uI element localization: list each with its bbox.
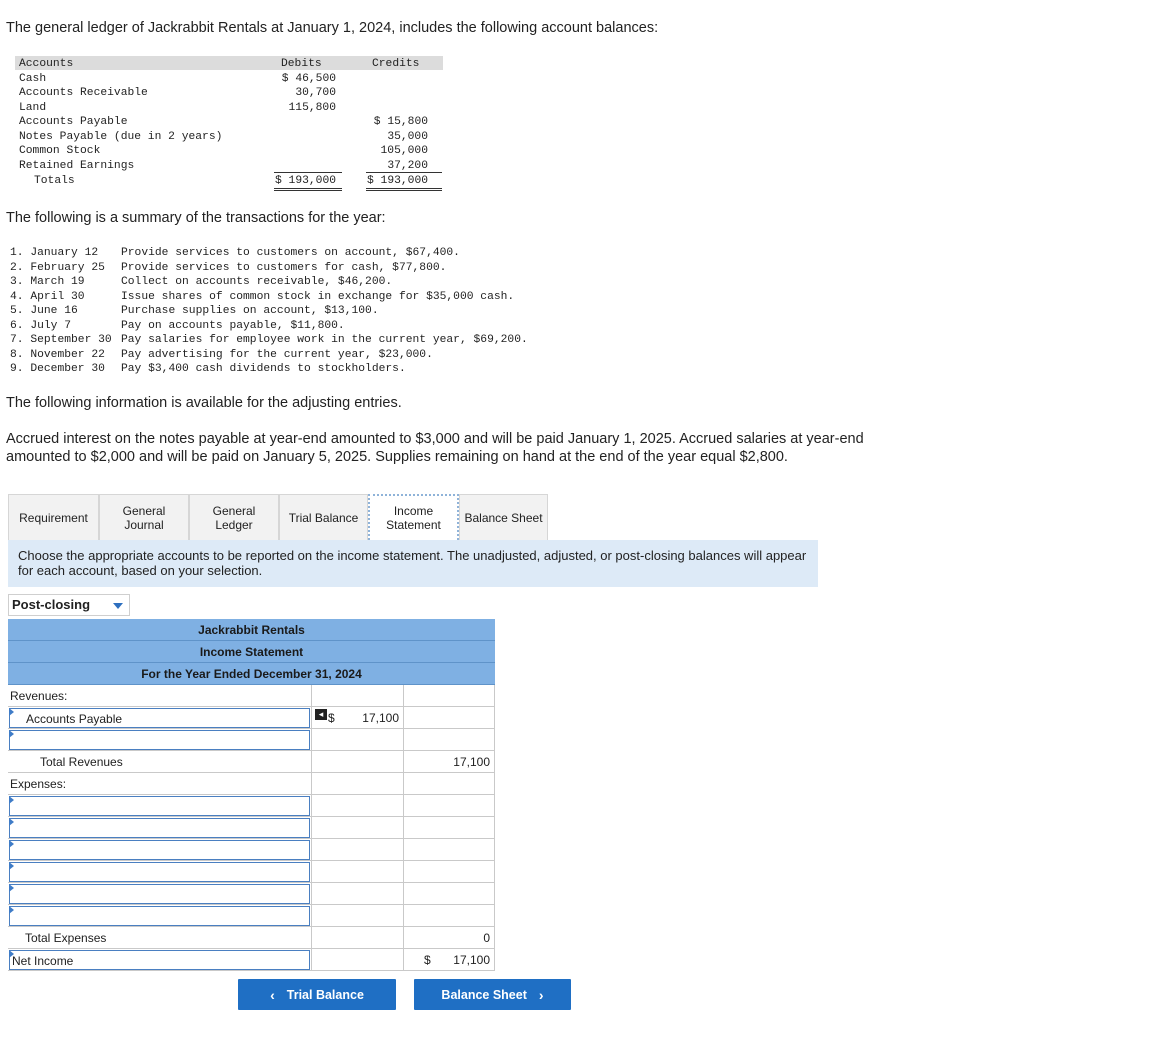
expense-row bbox=[8, 795, 495, 817]
expenses-label: Expenses: bbox=[10, 777, 67, 791]
label-cell bbox=[8, 949, 311, 971]
expense-account-select[interactable] bbox=[9, 884, 310, 904]
tab-label: Requirement bbox=[19, 510, 88, 525]
balance-debit: $ 46,500 bbox=[281, 72, 336, 85]
transaction-text: Pay on accounts payable, $11,800. bbox=[121, 319, 345, 332]
revenue-empty-row bbox=[8, 729, 495, 751]
flag-icon bbox=[9, 906, 14, 914]
transaction-date: 4. April 30 bbox=[10, 290, 85, 303]
transaction-date: 6. July 7 bbox=[10, 319, 72, 332]
transaction-date: 2. February 25 bbox=[10, 261, 105, 274]
balance-credit: 37,200 bbox=[387, 159, 428, 172]
balance-account: Accounts Receivable bbox=[19, 87, 148, 99]
balance-totals-row bbox=[19, 174, 442, 189]
label-cell bbox=[8, 883, 311, 905]
summary-intro: The following is a summary of the transactions for the year: bbox=[6, 210, 386, 226]
tab-label: Balance Sheet bbox=[464, 510, 543, 525]
cell bbox=[403, 729, 495, 751]
cell bbox=[403, 817, 495, 839]
cell bbox=[311, 773, 403, 795]
total-revenues-row bbox=[8, 751, 495, 773]
tab-label: General Ledger bbox=[212, 503, 256, 532]
statement-title: Income Statement bbox=[8, 641, 495, 663]
totals-debit: $ 193,000 bbox=[274, 175, 336, 187]
expense-row bbox=[8, 905, 495, 927]
total-revenues-cell bbox=[403, 751, 495, 773]
expense-amount-input[interactable] bbox=[311, 861, 403, 883]
cell bbox=[311, 927, 403, 949]
balance-account: Cash bbox=[19, 72, 47, 85]
chevron-right-icon: › bbox=[538, 986, 544, 1003]
transaction-date: 1. January 12 bbox=[10, 247, 99, 259]
net-income-select[interactable] bbox=[9, 950, 310, 970]
revenue-currency: $ bbox=[328, 711, 335, 725]
transaction-text: Purchase supplies on account, $13,100. bbox=[121, 305, 379, 317]
cell bbox=[403, 839, 495, 861]
balance-account: Notes Payable (due in 2 years) bbox=[19, 130, 223, 143]
balance-type-select[interactable] bbox=[8, 594, 130, 616]
balance-type-value: Post-closing bbox=[12, 597, 91, 612]
prev-button-label: Trial Balance bbox=[286, 987, 364, 1002]
revenue-amount-cell bbox=[311, 707, 403, 729]
cell bbox=[403, 707, 495, 729]
total-expenses-cell bbox=[403, 927, 495, 949]
tab-trial-balance[interactable] bbox=[279, 494, 368, 540]
label-cell bbox=[8, 795, 311, 817]
transaction-date: 8. November 22 bbox=[10, 348, 105, 361]
expense-row bbox=[8, 817, 495, 839]
cell bbox=[311, 751, 403, 773]
transaction-text: Provide services to customers on account, $67,400. bbox=[121, 247, 460, 259]
total-expenses-row bbox=[8, 927, 495, 949]
chevron-down-icon bbox=[113, 603, 123, 609]
transaction-date: 7. September 30 bbox=[10, 334, 112, 346]
expense-amount-input[interactable] bbox=[311, 795, 403, 817]
total-expenses-label: Total Expenses bbox=[25, 931, 107, 945]
revenue-account-select-empty[interactable] bbox=[9, 730, 310, 750]
intro-text: The general ledger of Jackrabbit Rentals at January 1, 2024, includes the following account balances: bbox=[6, 20, 659, 36]
expense-account-select[interactable] bbox=[9, 906, 310, 926]
balance-row bbox=[19, 159, 442, 174]
net-income-cell bbox=[403, 949, 495, 971]
balance-row bbox=[19, 144, 442, 159]
cell bbox=[311, 685, 403, 707]
expense-amount-input[interactable] bbox=[311, 839, 403, 861]
chevron-left-icon: ‹ bbox=[270, 986, 275, 1003]
prev-trial-balance-button[interactable] bbox=[238, 979, 396, 1010]
next-button-label: Balance Sheet bbox=[441, 987, 527, 1002]
expense-account-select[interactable] bbox=[9, 840, 310, 860]
header-debits: Debits bbox=[281, 58, 322, 70]
totals-credit: $ 193,000 bbox=[366, 175, 428, 187]
cell bbox=[311, 949, 403, 971]
flag-icon bbox=[9, 840, 14, 848]
label-cell bbox=[8, 905, 311, 927]
balance-header bbox=[19, 57, 442, 72]
cell bbox=[403, 883, 495, 905]
cell bbox=[403, 905, 495, 927]
flag-icon bbox=[9, 884, 14, 892]
transaction-text: Pay salaries for employee work in the current year, $69,200. bbox=[121, 334, 528, 346]
cell bbox=[403, 861, 495, 883]
net-income-row bbox=[8, 949, 495, 971]
transaction-text: Pay advertising for the current year, $23,000. bbox=[121, 348, 433, 361]
debit-total-line bbox=[274, 172, 342, 173]
balance-account: Accounts Payable bbox=[19, 116, 128, 128]
expense-account-select[interactable] bbox=[9, 796, 310, 816]
revenue-account-value: Accounts Payable bbox=[26, 712, 123, 726]
tab-income-statement[interactable] bbox=[368, 494, 459, 540]
balance-debit: 30,700 bbox=[295, 87, 336, 99]
tab-balance-sheet[interactable] bbox=[459, 494, 548, 540]
tab-requirement[interactable] bbox=[8, 494, 99, 540]
transaction-text: Provide services to customers for cash, $77,800. bbox=[121, 261, 447, 274]
net-income-value: 17,100 bbox=[453, 953, 490, 967]
transaction-text: Collect on accounts receivable, $46,200. bbox=[121, 276, 393, 288]
flag-icon bbox=[9, 708, 14, 716]
expenses-header-row bbox=[8, 773, 495, 795]
balance-row bbox=[19, 72, 442, 87]
instruction-box bbox=[8, 540, 818, 587]
tab-label: General Journal bbox=[122, 503, 166, 532]
label-cell bbox=[8, 861, 311, 883]
transaction-date: 3. March 19 bbox=[10, 276, 85, 288]
balance-row bbox=[19, 115, 442, 130]
balance-account: Common Stock bbox=[19, 145, 101, 157]
tab-label: Trial Balance bbox=[288, 510, 359, 525]
adjusting-intro: The following information is available for the adjusting entries. bbox=[6, 395, 402, 411]
balance-debit: 115,800 bbox=[288, 101, 336, 114]
expense-row bbox=[8, 883, 495, 905]
statement-company: Jackrabbit Rentals bbox=[8, 619, 495, 641]
label-cell bbox=[8, 729, 311, 751]
label-cell bbox=[8, 707, 311, 729]
total-revenues-label: Total Revenues bbox=[40, 755, 123, 769]
balance-row bbox=[19, 101, 442, 116]
tab-label: Income Statement bbox=[386, 504, 441, 532]
transaction-date: 5. June 16 bbox=[10, 305, 78, 317]
credit-total-line bbox=[366, 172, 442, 173]
totals-label: Totals bbox=[34, 175, 75, 187]
revenues-label: Revenues: bbox=[10, 689, 68, 703]
statement-period: For the Year Ended December 31, 2024 bbox=[8, 663, 495, 685]
balance-credit: 105,000 bbox=[380, 145, 428, 157]
balance-credit: $ 15,800 bbox=[373, 116, 428, 128]
balance-row bbox=[19, 130, 442, 145]
expense-account-select[interactable] bbox=[9, 862, 310, 882]
expense-amount-input[interactable] bbox=[311, 883, 403, 905]
revenue-amount-input-empty[interactable] bbox=[311, 729, 403, 751]
tab-general-ledger[interactable] bbox=[189, 494, 279, 540]
balance-credit: 35,000 bbox=[387, 130, 428, 143]
header-credits: Credits bbox=[372, 58, 420, 70]
income-statement bbox=[8, 619, 495, 971]
cell bbox=[403, 773, 495, 795]
revenues-header-row bbox=[8, 685, 495, 707]
balance-row bbox=[19, 86, 442, 101]
expense-row bbox=[8, 861, 495, 883]
flag-icon bbox=[9, 796, 14, 804]
debit-double-line bbox=[274, 188, 342, 191]
transaction-text: Issue shares of common stock in exchange for $35,000 cash. bbox=[121, 290, 515, 303]
flag-icon bbox=[9, 730, 14, 738]
expense-amount-input[interactable] bbox=[311, 817, 403, 839]
expense-amount-input[interactable] bbox=[311, 905, 403, 927]
revenue-account-row bbox=[8, 707, 495, 729]
header-accounts: Accounts bbox=[19, 58, 74, 70]
revenue-account-select[interactable] bbox=[9, 708, 310, 728]
next-balance-sheet-button[interactable] bbox=[414, 979, 571, 1010]
expense-row bbox=[8, 839, 495, 861]
net-income-label: Net Income bbox=[12, 954, 74, 968]
cell bbox=[403, 795, 495, 817]
adjusting-text: Accrued interest on the notes payable at year-end amounted to $3,000 and will be paid January 1, 2025. Accrued salaries at year-end amounted to $2,000 and will be paid on January 5, 2025. Supplies remaining on hand at the end of the year equal $2,800. bbox=[6, 431, 864, 465]
balance-account: Retained Earnings bbox=[19, 159, 135, 172]
balance-account: Land bbox=[19, 101, 47, 114]
label-cell bbox=[8, 839, 311, 861]
total-expenses-value: 0 bbox=[483, 931, 490, 945]
arrow-left-icon[interactable]: ◂ bbox=[315, 709, 327, 720]
flag-icon bbox=[9, 818, 14, 826]
cell bbox=[403, 685, 495, 707]
label-cell bbox=[8, 817, 311, 839]
tab-general-journal[interactable] bbox=[99, 494, 189, 540]
credit-double-line bbox=[366, 188, 442, 191]
total-revenues-value: 17,100 bbox=[453, 755, 490, 769]
transaction-date: 9. December 30 bbox=[10, 363, 105, 375]
net-income-currency: $ bbox=[424, 953, 431, 967]
flag-icon bbox=[9, 862, 14, 870]
revenue-amount: 17,100 bbox=[362, 711, 399, 725]
transaction-text: Pay $3,400 cash dividends to stockholders. bbox=[121, 363, 406, 375]
instruction-text: Choose the appropriate accounts to be reported on the income statement. The unadjusted, adjusted, or post-closing balances will appear for each account, based on your selection. bbox=[18, 548, 807, 578]
expense-account-select[interactable] bbox=[9, 818, 310, 838]
